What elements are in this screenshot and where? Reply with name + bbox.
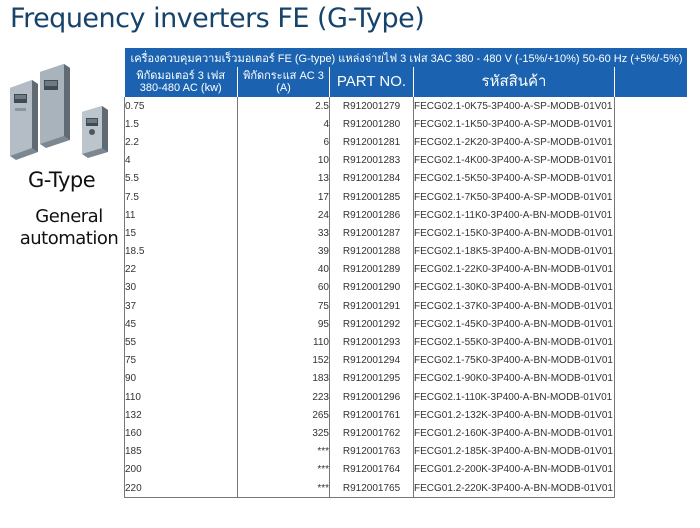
cell-blank (615, 188, 687, 206)
cell-product-code: FECG02.1-55K0-3P400-A-BN-MODB-01V01 (414, 333, 615, 351)
header-motor-power (125, 67, 238, 97)
cell-part-no: R912001762 (330, 424, 414, 442)
header-product-code: รหัสสินค้า (414, 67, 615, 97)
table-row (125, 443, 687, 461)
cell-product-code: FECG02.1-4K00-3P400-A-SP-MODB-01V01 (414, 152, 615, 170)
product-type-label: G-Type (28, 168, 96, 192)
cell-current-a: 39 (238, 243, 330, 261)
cell-product-code: FECG01.2-132K-3P400-A-BN-MODB-01V01 (414, 406, 615, 424)
cell-motor-kw: 18.5 (125, 243, 238, 261)
cell-blank (615, 370, 687, 388)
table-row (125, 479, 687, 498)
cell-motor-kw: 110 (125, 388, 238, 406)
cell-blank (615, 224, 687, 242)
cell-motor-kw: 4 (125, 152, 238, 170)
table-row (125, 243, 687, 261)
cell-current-a: 33 (238, 224, 330, 242)
cell-part-no: R912001286 (330, 206, 414, 224)
cell-blank (615, 115, 687, 133)
table-row (125, 370, 687, 388)
cell-motor-kw: 90 (125, 370, 238, 388)
cell-current-a: 2.5 (238, 97, 330, 115)
table-row (125, 279, 687, 297)
table-row (125, 333, 687, 351)
cell-current-a: *** (238, 443, 330, 461)
table-row (125, 315, 687, 333)
cell-current-a: *** (238, 479, 330, 498)
cell-current-a: 17 (238, 188, 330, 206)
cell-part-no: R912001295 (330, 370, 414, 388)
cell-part-no: R912001763 (330, 443, 414, 461)
cell-motor-kw: 30 (125, 279, 238, 297)
cell-motor-kw: 200 (125, 461, 238, 479)
cell-blank (615, 206, 687, 224)
cell-product-code: FECG02.1-30K0-3P400-A-BN-MODB-01V01 (414, 279, 615, 297)
cell-product-code: FECG02.1-11K0-3P400-A-BN-MODB-01V01 (414, 206, 615, 224)
cell-current-a: 152 (238, 352, 330, 370)
cell-product-code: FECG02.1-22K0-3P400-A-BN-MODB-01V01 (414, 261, 615, 279)
cell-motor-kw: 132 (125, 406, 238, 424)
cell-blank (615, 424, 687, 442)
product-category-label (14, 206, 124, 250)
cell-motor-kw: 160 (125, 424, 238, 442)
cell-current-a: 325 (238, 424, 330, 442)
cell-blank (615, 297, 687, 315)
header-current (238, 67, 330, 97)
cell-product-code: FECG02.1-0K75-3P400-A-SP-MODB-01V01 (414, 97, 615, 115)
spec-table (124, 48, 687, 498)
cell-current-a: 183 (238, 370, 330, 388)
cell-blank (615, 406, 687, 424)
cell-part-no: R912001284 (330, 170, 414, 188)
cell-part-no: R912001287 (330, 224, 414, 242)
cell-current-a: 6 (238, 133, 330, 151)
cell-part-no: R912001764 (330, 461, 414, 479)
cell-motor-kw: 7.5 (125, 188, 238, 206)
cell-current-a: 75 (238, 297, 330, 315)
cell-motor-kw: 37 (125, 297, 238, 315)
cell-motor-kw: 55 (125, 333, 238, 351)
cell-blank (615, 315, 687, 333)
cell-product-code: FECG02.1-45K0-3P400-A-BN-MODB-01V01 (414, 315, 615, 333)
cell-part-no: R912001283 (330, 152, 414, 170)
cell-blank (615, 279, 687, 297)
cell-current-a: 60 (238, 279, 330, 297)
header-part-no: PART NO. (330, 67, 414, 97)
cell-product-code: FECG02.1-90K0-3P400-A-BN-MODB-01V01 (414, 370, 615, 388)
cell-part-no: R912001289 (330, 261, 414, 279)
cell-product-code: FECG02.1-7K50-3P400-A-SP-MODB-01V01 (414, 188, 615, 206)
table-row (125, 188, 687, 206)
cell-blank (615, 388, 687, 406)
cell-product-code: FECG01.2-220K-3P400-A-BN-MODB-01V01 (414, 479, 615, 498)
cell-part-no: R912001279 (330, 97, 414, 115)
cell-motor-kw: 75 (125, 352, 238, 370)
cell-blank (615, 261, 687, 279)
cell-product-code: FECG02.1-37K0-3P400-A-BN-MODB-01V01 (414, 297, 615, 315)
table-banner: เครื่องควบคุมความเร็วมอเตอร์ FE (G-type) แหล่งจ่ายไฟ 3 เฟส 3AC 380 - 480 V (-15%/+10%) 50-60 Hz (+5%/-5%) (125, 48, 687, 67)
cell-product-code: FECG02.1-2K20-3P400-A-SP-MODB-01V01 (414, 133, 615, 151)
table-body (125, 97, 687, 498)
cell-current-a: 10 (238, 152, 330, 170)
cell-motor-kw: 15 (125, 224, 238, 242)
header-current-line1: พิกัดกระแส AC 3 (243, 70, 324, 82)
cell-blank (615, 133, 687, 151)
cell-product-code: FECG02.1-1K50-3P400-A-SP-MODB-01V01 (414, 115, 615, 133)
cell-part-no: R912001293 (330, 333, 414, 351)
cell-part-no: R912001290 (330, 279, 414, 297)
cell-motor-kw: 45 (125, 315, 238, 333)
cell-product-code: FECG01.2-160K-3P400-A-BN-MODB-01V01 (414, 424, 615, 442)
cell-part-no: R912001765 (330, 479, 414, 498)
table-row (125, 297, 687, 315)
cell-blank (615, 333, 687, 351)
table-row (125, 352, 687, 370)
header-motor-power-line2: 380-480 AC (kw) (139, 82, 222, 94)
cell-product-code: FECG01.2-185K-3P400-A-BN-MODB-01V01 (414, 443, 615, 461)
cell-product-code: FECG02.1-75K0-3P400-A-BN-MODB-01V01 (414, 352, 615, 370)
cell-current-a: 4 (238, 115, 330, 133)
cell-blank (615, 352, 687, 370)
table-row (125, 424, 687, 442)
cell-current-a: 223 (238, 388, 330, 406)
cell-blank (615, 170, 687, 188)
cell-current-a: 24 (238, 206, 330, 224)
cell-part-no: R912001291 (330, 297, 414, 315)
table-row (125, 388, 687, 406)
header-current-line2: (A) (276, 82, 291, 94)
table-row (125, 133, 687, 151)
cell-part-no: R912001281 (330, 133, 414, 151)
table-row (125, 206, 687, 224)
cell-product-code: FECG02.1-5K50-3P400-A-SP-MODB-01V01 (414, 170, 615, 188)
cell-current-a: 265 (238, 406, 330, 424)
cell-motor-kw: 185 (125, 443, 238, 461)
cell-part-no: R912001296 (330, 388, 414, 406)
header-blank (615, 67, 687, 97)
cell-part-no: R912001761 (330, 406, 414, 424)
cell-motor-kw: 2.2 (125, 133, 238, 151)
cell-part-no: R912001280 (330, 115, 414, 133)
page-title: Frequency inverters FE (G-Type) (10, 3, 425, 34)
cell-current-a: 110 (238, 333, 330, 351)
table-row (125, 224, 687, 242)
cell-blank (615, 443, 687, 461)
inverter-product-image (6, 60, 124, 160)
cell-current-a: 13 (238, 170, 330, 188)
cell-part-no: R912001285 (330, 188, 414, 206)
table-row (125, 97, 687, 115)
cell-blank (615, 461, 687, 479)
cell-part-no: R912001294 (330, 352, 414, 370)
cell-current-a: *** (238, 461, 330, 479)
cell-motor-kw: 0.75 (125, 97, 238, 115)
cell-blank (615, 243, 687, 261)
cell-blank (615, 97, 687, 115)
cell-motor-kw: 11 (125, 206, 238, 224)
cell-motor-kw: 22 (125, 261, 238, 279)
cell-product-code: FECG02.1-110K-3P400-A-BN-MODB-01V01 (414, 388, 615, 406)
table-row (125, 261, 687, 279)
table-row (125, 461, 687, 479)
table-row (125, 406, 687, 424)
table-row (125, 115, 687, 133)
cell-product-code: FECG02.1-15K0-3P400-A-BN-MODB-01V01 (414, 224, 615, 242)
table-row (125, 152, 687, 170)
header-motor-power-line1: พิกัดมอเตอร์ 3 เฟส (136, 70, 226, 82)
cell-product-code: FECG02.1-18K5-3P400-A-BN-MODB-01V01 (414, 243, 615, 261)
cell-blank (615, 479, 687, 498)
cell-blank (615, 152, 687, 170)
cell-motor-kw: 5.5 (125, 170, 238, 188)
cell-current-a: 95 (238, 315, 330, 333)
category-line-1: General (35, 206, 103, 227)
cell-part-no: R912001292 (330, 315, 414, 333)
table-row (125, 170, 687, 188)
cell-product-code: FECG01.2-200K-3P400-A-BN-MODB-01V01 (414, 461, 615, 479)
cell-part-no: R912001288 (330, 243, 414, 261)
cell-current-a: 40 (238, 261, 330, 279)
cell-motor-kw: 220 (125, 479, 238, 498)
cell-motor-kw: 1.5 (125, 115, 238, 133)
category-line-2: automation (19, 228, 119, 249)
